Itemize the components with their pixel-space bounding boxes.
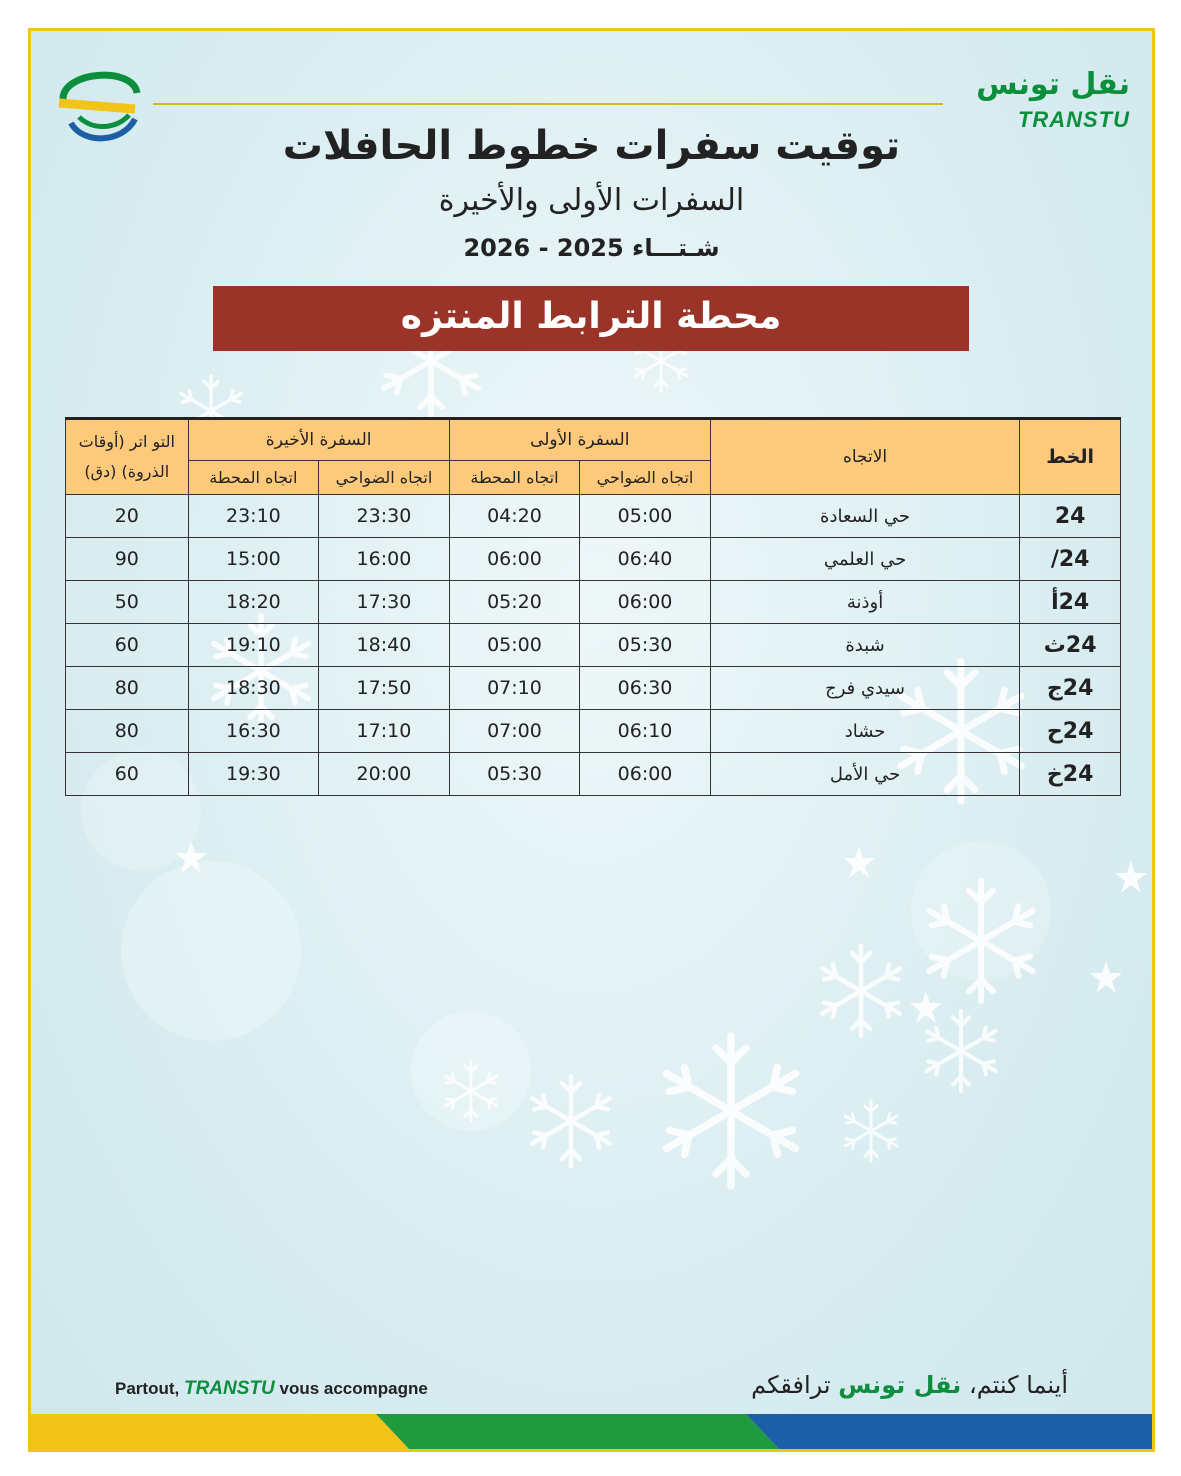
header-divider [153, 103, 943, 105]
header-frequency-line2: الذروة) (دق) [84, 462, 170, 481]
table-row [66, 624, 1121, 667]
footer-slogan-fr [115, 1378, 428, 1400]
page-title: توقيت سفرات خطوط الحافلات [282, 123, 901, 169]
last-station-time: 23:10 [188, 495, 319, 538]
last-station-time: 18:30 [188, 667, 319, 710]
last-suburb-time: 18:40 [319, 624, 450, 667]
frequency-cell: 60 [66, 624, 189, 667]
header-direction: الاتجاه [710, 419, 1019, 495]
line-number: 24ث [1020, 624, 1121, 667]
footer-fr-brand: TRANSTU [183, 1378, 275, 1399]
first-station-time: 06:00 [449, 538, 580, 581]
line-number: 24 [1020, 495, 1121, 538]
footer-ar-suffix: ترافقكم [751, 1371, 831, 1399]
last-station-time: 15:00 [188, 538, 319, 581]
table-row [66, 495, 1121, 538]
footer-fr-prefix: Partout, [115, 1379, 180, 1398]
footer-fr-suffix: vous accompagne [279, 1379, 428, 1398]
station-banner: محطة الترابط المنتزه [213, 286, 969, 351]
schedule-table [65, 417, 1121, 796]
first-suburb-time: 06:10 [580, 710, 711, 753]
first-suburb-time: 06:40 [580, 538, 711, 581]
direction-cell: شبدة [710, 624, 1019, 667]
poster-frame [28, 28, 1155, 1452]
season-label: شـتـــاء 2025 - 2026 [463, 234, 720, 262]
last-suburb-time: 20:00 [319, 753, 450, 796]
line-number: 24خ [1020, 753, 1121, 796]
first-suburb-time: 06:30 [580, 667, 711, 710]
header-first-station: اتجاه المحطة [449, 461, 580, 495]
line-number: 24ح [1020, 710, 1121, 753]
frequency-cell: 50 [66, 581, 189, 624]
last-suburb-time: 17:10 [319, 710, 450, 753]
header-first-suburb: اتجاه الضواحي [580, 461, 711, 495]
last-suburb-time: 16:00 [319, 538, 450, 581]
direction-cell: حي العلمي [710, 538, 1019, 581]
first-station-time: 05:30 [449, 753, 580, 796]
frequency-cell: 80 [66, 667, 189, 710]
last-station-time: 19:30 [188, 753, 319, 796]
direction-cell: سيدي فرج [710, 667, 1019, 710]
direction-cell: حي السعادة [710, 495, 1019, 538]
header-frequency-line1: التو اتر (أوقات [78, 432, 175, 451]
first-suburb-time: 05:00 [580, 495, 711, 538]
first-station-time: 07:10 [449, 667, 580, 710]
footer-slogan-ar [751, 1371, 1068, 1399]
line-number: 24/ [1020, 538, 1121, 581]
frequency-cell: 90 [66, 538, 189, 581]
last-station-time: 16:30 [188, 710, 319, 753]
last-station-time: 18:20 [188, 581, 319, 624]
last-suburb-time: 23:30 [319, 495, 450, 538]
line-number: 24أ [1020, 581, 1121, 624]
line-number: 24ج [1020, 667, 1121, 710]
page-subtitle: السفرات الأولى والأخيرة [438, 183, 745, 218]
first-suburb-time: 05:30 [580, 624, 711, 667]
last-suburb-time: 17:50 [319, 667, 450, 710]
table-row [66, 667, 1121, 710]
direction-cell: حشاد [710, 710, 1019, 753]
header-line: الخط [1020, 419, 1121, 495]
last-suburb-time: 17:30 [319, 581, 450, 624]
footer-color-band [31, 1414, 1152, 1449]
frequency-cell: 60 [66, 753, 189, 796]
brand-arabic: نقل تونس [976, 67, 1130, 102]
first-station-time: 05:20 [449, 581, 580, 624]
table-row [66, 753, 1121, 796]
first-station-time: 05:00 [449, 624, 580, 667]
first-suburb-time: 06:00 [580, 581, 711, 624]
first-suburb-time: 06:00 [580, 753, 711, 796]
header-frequency [66, 419, 189, 495]
header-last-station: اتجاه المحطة [188, 461, 319, 495]
brand-latin: TRANSTU [1017, 107, 1130, 132]
header-last-suburb: اتجاه الضواحي [319, 461, 450, 495]
footer-ar-prefix: أينما كنتم، [968, 1371, 1068, 1399]
footer-ar-brand: نقل تونس [838, 1371, 962, 1399]
frequency-cell: 20 [66, 495, 189, 538]
table-row [66, 581, 1121, 624]
last-station-time: 19:10 [188, 624, 319, 667]
first-station-time: 04:20 [449, 495, 580, 538]
direction-cell: أوذنة [710, 581, 1019, 624]
frequency-cell: 80 [66, 710, 189, 753]
table-row [66, 538, 1121, 581]
header-last-trip: السفرة الأخيرة [188, 419, 449, 461]
first-station-time: 07:00 [449, 710, 580, 753]
direction-cell: حي الأمل [710, 753, 1019, 796]
table-row [66, 710, 1121, 753]
header-first-trip: السفرة الأولى [449, 419, 710, 461]
